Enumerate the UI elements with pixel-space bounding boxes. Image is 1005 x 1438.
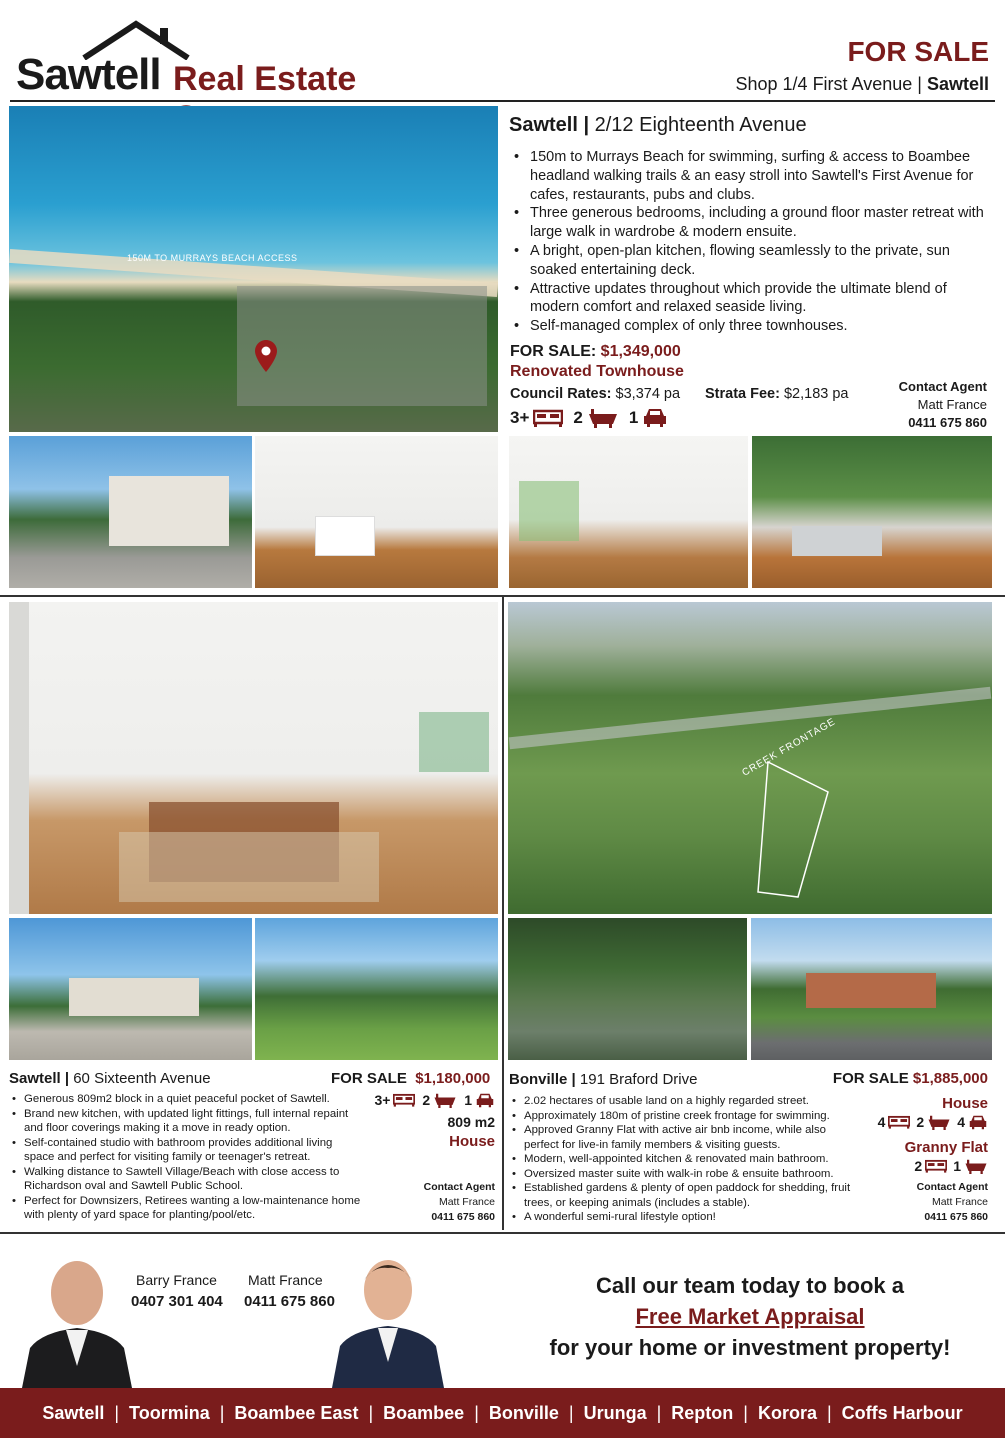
strata-label: Strata Fee: bbox=[705, 386, 780, 402]
list-item: • Three generous bedrooms, including a ground floor master retreat with large walk in wardrobe & modern ensuite. bbox=[512, 204, 992, 242]
outdoor-sofa bbox=[792, 526, 882, 556]
listing2-land-size: 809 m2 bbox=[447, 1114, 495, 1130]
listing2-type: House bbox=[449, 1133, 495, 1150]
listing1-aerial-photo bbox=[9, 106, 498, 432]
listing3-address: 191 Braford Drive bbox=[579, 1071, 698, 1088]
header-divider bbox=[10, 100, 995, 102]
rates-label: Council Rates: bbox=[510, 386, 612, 402]
agent2-phone[interactable]: 0411 675 860 bbox=[244, 1293, 335, 1310]
list-item: • Approved Granny Flat with active air bnb income, while also perfect for live-in family members & visiting guests. bbox=[510, 1123, 862, 1152]
footer-service-areas bbox=[0, 1388, 1005, 1438]
list-item: • 150m to Murrays Beach for swimming, surfing & access to Boambee headland walking trails & an easy stroll into Sawtell's First Avenue for cafes, restaurants, pubs and clubs. bbox=[512, 148, 992, 204]
separator: | bbox=[656, 1402, 662, 1423]
bed-count: 4 bbox=[877, 1114, 886, 1130]
area-item: Sawtell bbox=[42, 1402, 105, 1423]
listing1-contact bbox=[899, 378, 987, 432]
bath-icon bbox=[587, 408, 619, 428]
bath-count: 2 bbox=[573, 408, 583, 427]
agent1-name: Barry France bbox=[136, 1272, 217, 1288]
brand-name-primary: Sawtell bbox=[16, 50, 161, 99]
agent-name: Matt France bbox=[917, 397, 987, 412]
listing3-photo-creek bbox=[508, 918, 747, 1060]
office-address-street: Shop 1/4 First Avenue | bbox=[735, 74, 927, 94]
list-item: • Generous 809m2 block in a quiet peaceful pocket of Sawtell. bbox=[10, 1092, 364, 1107]
agent-phone[interactable]: 0411 675 860 bbox=[908, 415, 987, 430]
window-view bbox=[419, 712, 489, 772]
listing1-type: Renovated Townhouse bbox=[510, 363, 684, 380]
agent-phone[interactable]: 0411 675 860 bbox=[924, 1211, 988, 1223]
contact-label: Contact Agent bbox=[423, 1181, 495, 1193]
listing1-price bbox=[510, 343, 681, 361]
photo-caption: CREEK FRONTAGE bbox=[740, 716, 838, 779]
photo-caption: 150M TO MURRAYS BEACH ACCESS bbox=[127, 253, 298, 263]
listing3-suburb: Bonville | bbox=[509, 1071, 580, 1088]
bed-icon bbox=[393, 1093, 415, 1107]
section-divider bbox=[0, 1232, 1005, 1234]
contact-label: Contact Agent bbox=[916, 1181, 988, 1193]
area-item: Bonville bbox=[488, 1402, 559, 1423]
listing3-granny-flat-label: Granny Flat bbox=[904, 1139, 988, 1156]
car-count: 1 bbox=[464, 1092, 472, 1108]
agent-name: Matt France bbox=[931, 1196, 988, 1208]
listing1-photo-kitchen bbox=[255, 436, 498, 588]
office-address-suburb: Sawtell bbox=[926, 74, 989, 94]
listing2-title bbox=[9, 1070, 211, 1087]
area-item: Toormina bbox=[129, 1402, 210, 1423]
for-sale-label: FOR SALE bbox=[331, 1070, 407, 1087]
listing1-features-list bbox=[512, 148, 992, 336]
listing1-address: 2/12 Eighteenth Avenue bbox=[594, 114, 807, 136]
listing2-photo-yard bbox=[255, 918, 498, 1060]
agent-name: Matt France bbox=[438, 1196, 495, 1208]
bath-count: 1 bbox=[953, 1158, 961, 1174]
car-icon bbox=[642, 408, 668, 428]
separator: | bbox=[568, 1402, 574, 1423]
list-item: • Brand new kitchen, with updated light fittings, full internal repaint and floor coverings making it a move in ready option. bbox=[10, 1107, 364, 1136]
area-item: Korora bbox=[757, 1402, 817, 1423]
area-item: Coffs Harbour bbox=[841, 1402, 963, 1423]
area-item: Boambee East bbox=[234, 1402, 359, 1423]
listing2-contact bbox=[424, 1180, 495, 1225]
strata-value: $2,183 pa bbox=[783, 386, 849, 402]
wall-edge bbox=[9, 602, 29, 914]
listing3-granny-room-counts bbox=[914, 1158, 988, 1174]
list-item: • Self-contained studio with bathroom provides additional living space and perfect for visiting family or teenager's retreat. bbox=[10, 1136, 364, 1165]
price-label: FOR SALE: bbox=[510, 343, 597, 360]
list-item: • Approximately 180m of pristine creek frontage for swimming. bbox=[510, 1109, 862, 1124]
bed-count: 2 bbox=[914, 1158, 923, 1174]
listing3-contact bbox=[917, 1180, 988, 1225]
separator: | bbox=[114, 1402, 120, 1423]
for-sale-label: FOR SALE bbox=[832, 1070, 909, 1087]
listing1-photo-exterior bbox=[9, 436, 252, 588]
list-item: • Walking distance to Sawtell Village/Beach with close access to Richardson oval and Sawtell Public School. bbox=[10, 1165, 364, 1194]
car-count: 1 bbox=[628, 408, 639, 427]
listing1-room-counts bbox=[510, 408, 668, 428]
list-item: • A wonderful semi-rural lifestyle option! bbox=[510, 1210, 862, 1225]
listing2-address: 60 Sixteenth Avenue bbox=[73, 1070, 211, 1087]
call-to-action bbox=[500, 1270, 1000, 1363]
price-value: $1,885,000 bbox=[912, 1070, 988, 1087]
agent1-phone[interactable]: 0407 301 404 bbox=[131, 1293, 223, 1310]
bed-count: 3+ bbox=[374, 1092, 391, 1108]
listing3-features-list bbox=[510, 1094, 862, 1225]
highway bbox=[509, 687, 992, 750]
listing3-aerial-photo bbox=[508, 602, 992, 914]
listing2-features-list bbox=[10, 1092, 364, 1223]
listing2-price bbox=[331, 1070, 490, 1087]
listing2-suburb: Sawtell | bbox=[9, 1070, 74, 1087]
listing1-council-rates bbox=[510, 386, 680, 402]
separator: | bbox=[219, 1402, 225, 1423]
bed-icon bbox=[925, 1159, 947, 1173]
rates-value: $3,374 pa bbox=[615, 386, 681, 402]
separator: | bbox=[368, 1402, 374, 1423]
company-logo bbox=[16, 20, 416, 100]
price-value: $1,349,000 bbox=[600, 343, 681, 360]
window-view bbox=[519, 481, 579, 541]
area-item: Boambee bbox=[383, 1402, 465, 1423]
listing1-strata-fee bbox=[705, 386, 849, 402]
listing1-photo-deck bbox=[752, 436, 992, 588]
listing3-photo-homestead bbox=[751, 918, 992, 1060]
house-facade bbox=[806, 973, 936, 1008]
brand-name-secondary: Real Estate bbox=[173, 60, 357, 98]
listing3-title bbox=[509, 1071, 697, 1088]
column-divider bbox=[502, 597, 504, 1230]
separator: | bbox=[743, 1402, 748, 1423]
listing2-photo-exterior bbox=[9, 918, 252, 1060]
rug bbox=[119, 832, 379, 902]
cta-line-1: Call our team today to book a bbox=[595, 1273, 905, 1298]
listing2-room-counts bbox=[374, 1092, 495, 1108]
car-icon bbox=[968, 1115, 988, 1130]
separator: | bbox=[474, 1402, 479, 1423]
bath-icon bbox=[433, 1093, 457, 1108]
car-icon bbox=[475, 1093, 495, 1108]
listing3-house-room-counts bbox=[878, 1114, 988, 1130]
separator: | bbox=[826, 1402, 832, 1423]
list-item: • Established gardens & plenty of open paddock for shedding, fruit trees, or keeping animals (includes a stable). bbox=[510, 1181, 862, 1210]
list-item: • Oversized master suite with walk-in robe & ensuite bathroom. bbox=[510, 1167, 862, 1182]
listing2-photo-dining bbox=[9, 602, 498, 914]
bath-icon bbox=[927, 1115, 951, 1130]
agent-phone[interactable]: 0411 675 860 bbox=[431, 1211, 495, 1223]
area-item: Urunga bbox=[583, 1402, 647, 1423]
list-item: • Attractive updates throughout which provide the ultimate blend of modern comfort and relaxed seaside living. bbox=[512, 280, 992, 318]
listing1-photo-living bbox=[509, 436, 748, 588]
car-count: 4 bbox=[957, 1114, 965, 1130]
bed-icon bbox=[888, 1115, 910, 1129]
area-item: Repton bbox=[671, 1402, 734, 1423]
list-item: • Self-managed complex of only three townhouses. bbox=[512, 317, 992, 336]
kitchen-island bbox=[315, 516, 375, 556]
list-item: • A bright, open-plan kitchen, flowing seamlessly to the private, sun soaked entertaining deck. bbox=[512, 242, 992, 280]
bed-icon bbox=[533, 409, 563, 427]
price-value: $1,180,000 bbox=[415, 1070, 491, 1087]
agent1-portrait bbox=[22, 1248, 132, 1388]
contact-label: Contact Agent bbox=[898, 379, 987, 394]
list-item: • Modern, well-appointed kitchen & renovated main bathroom. bbox=[510, 1152, 862, 1167]
listing1-suburb: Sawtell | bbox=[509, 114, 595, 136]
list-item: • 2.02 hectares of usable land on a highly regarded street. bbox=[510, 1094, 862, 1109]
cta-appraisal-link[interactable]: Free Market Appraisal bbox=[635, 1304, 865, 1329]
list-item: • Perfect for Downsizers, Retirees wanting a low-maintenance home with plenty of yard space for planting/pool/etc. bbox=[10, 1194, 364, 1223]
office-address bbox=[736, 74, 990, 95]
house-facade bbox=[109, 476, 229, 546]
for-sale-heading: FOR SALE bbox=[847, 36, 989, 67]
listing3-house-label: House bbox=[942, 1095, 988, 1112]
listing1-title bbox=[509, 114, 807, 137]
agent2-name: Matt France bbox=[248, 1272, 323, 1288]
listing3-price bbox=[833, 1070, 988, 1087]
bed-count: 3+ bbox=[510, 408, 530, 427]
cta-line-3: for your home or investment property! bbox=[549, 1335, 951, 1360]
bath-count: 2 bbox=[916, 1114, 925, 1130]
bath-count: 2 bbox=[422, 1092, 431, 1108]
bath-icon bbox=[964, 1159, 988, 1174]
map-pin-icon bbox=[255, 340, 277, 372]
agent2-portrait bbox=[332, 1248, 444, 1388]
property-boundary bbox=[748, 752, 838, 902]
house-facade bbox=[69, 978, 199, 1016]
